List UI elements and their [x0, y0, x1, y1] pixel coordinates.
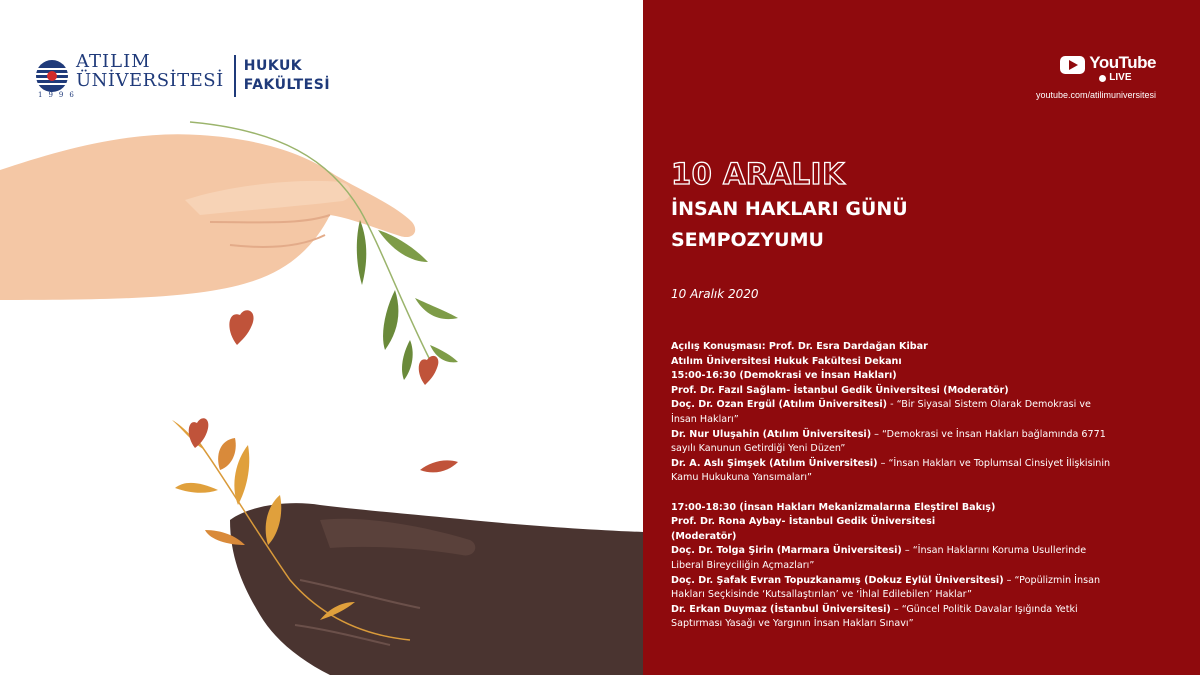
talk-item	[671, 457, 1171, 472]
title-date: 10 ARALIK	[671, 157, 845, 191]
speaker-name: Dr. A. Aslı Şimşek (Atılım Üniversitesi)	[671, 457, 878, 469]
talk-item	[671, 428, 1171, 443]
youtube-live-badge[interactable]	[1060, 54, 1156, 84]
talk-title-cont: Hakları Seçkisinde ‘Kutsallaştırılan’ ve ‘İhlal Edilebilen’ Haklar”	[671, 589, 972, 601]
session1-heading: 15:00-16:30 (Demokrasi ve İnsan Hakları)	[671, 370, 897, 382]
talk-title: – “Güncel Politik Davalar Işığında Yetki	[890, 603, 1078, 615]
talk-title: – “İnsan Haklarını Koruma Usullerinde	[901, 545, 1087, 557]
opening-speaker-role: Atılım Üniversitesi Hukuk Fakültesi Dekanı	[671, 355, 902, 367]
talk-title-cont: İnsan Hakları”	[671, 413, 739, 425]
youtube-url[interactable]: youtube.com/atilimuniversitesi	[1035, 90, 1156, 100]
talk-title-cont: Saptırması Yasağı ve Yargının İnsan Hakları Sınavı”	[671, 618, 914, 630]
youtube-live-label	[1099, 72, 1156, 84]
talk-title-cont: Kamu Hukukuna Yansımaları”	[671, 472, 812, 484]
program-schedule	[671, 340, 1171, 632]
talk-title: - “Bir Siyasal Sistem Olarak Demokrasi ve	[887, 399, 1091, 411]
heart-icon	[189, 418, 209, 448]
youtube-name: YouTube	[1089, 53, 1156, 72]
light-hand	[0, 134, 415, 300]
program-panel	[643, 0, 1200, 675]
heart-icon	[420, 460, 458, 472]
talk-title: – “Demokrasi ve İnsan Hakları bağlamında 6771	[871, 428, 1106, 440]
session-spacer	[671, 486, 1171, 501]
talk-title-cont: Liberal Bireyciliğin Açmazları”	[671, 559, 815, 571]
speaker-name: Dr. Nur Uluşahin (Atılım Üniversitesi)	[671, 428, 872, 440]
founding-year: 1996	[38, 91, 80, 99]
talk-item	[671, 544, 1171, 559]
green-leaf	[415, 298, 458, 319]
session2-heading: 17:00-18:30 (İnsan Hakları Mekanizmalarına Eleştirel Bakış)	[671, 501, 996, 513]
talk-title-cont: sayılı Kanunun Getirdiği Yeni Düzen”	[671, 443, 846, 455]
talk-title: – “Popülizmin İnsan	[1003, 574, 1101, 586]
session2-moderator-role: (Moderatör)	[671, 530, 737, 542]
speaker-name: Doç. Dr. Şafak Evran Topuzkanamış (Dokuz Eylül Üniversitesi)	[671, 574, 1004, 586]
event-date: 10 Aralık 2020	[671, 287, 759, 301]
talk-item	[671, 398, 1171, 413]
university-name-line2: ÜNİVERSİTESİ	[76, 70, 224, 91]
orange-leaf	[218, 438, 236, 470]
event-title-line2: SEMPOZYUMU	[671, 229, 824, 251]
heart-icon	[419, 356, 439, 385]
university-name-line1: ATILIM	[76, 51, 151, 72]
orange-leaf	[175, 483, 218, 493]
youtube-play-icon	[1060, 56, 1085, 74]
session1-moderator: Prof. Dr. Fazıl Sağlam- İstanbul Gedik Üniversitesi (Moderatör)	[671, 384, 1009, 396]
live-text: LIVE	[1109, 72, 1132, 83]
talk-title: – “İnsan Hakları ve Toplumsal Cinsiyet İlişkisinin	[877, 457, 1111, 469]
speaker-name: Doç. Dr. Ozan Ergül (Atılım Üniversitesi)	[671, 399, 888, 411]
live-dot-icon	[1099, 75, 1106, 82]
talk-item	[671, 574, 1171, 589]
green-leaf	[357, 220, 366, 285]
speaker-name: Doç. Dr. Tolga Şirin (Marmara Üniversitesi)	[671, 545, 902, 557]
heart-icon	[229, 310, 253, 345]
faculty-line2: FAKÜLTESİ	[243, 77, 331, 93]
green-leaf	[402, 340, 413, 380]
orange-leaf	[234, 445, 249, 505]
dark-hand	[230, 503, 643, 675]
green-leaf	[383, 290, 398, 350]
opening-speech: Açılış Konuşması: Prof. Dr. Esra Dardağan Kibar	[671, 341, 928, 352]
session2-moderator: Prof. Dr. Rona Aybay- İstanbul Gedik Üniversitesi	[671, 516, 936, 528]
event-title-line1: İNSAN HAKLARI GÜNÜ	[671, 198, 908, 220]
faculty-line1: HUKUK	[243, 58, 303, 74]
talk-item	[671, 603, 1171, 618]
speaker-name: Dr. Erkan Duymaz (İstanbul Üniversitesi)	[671, 603, 891, 615]
